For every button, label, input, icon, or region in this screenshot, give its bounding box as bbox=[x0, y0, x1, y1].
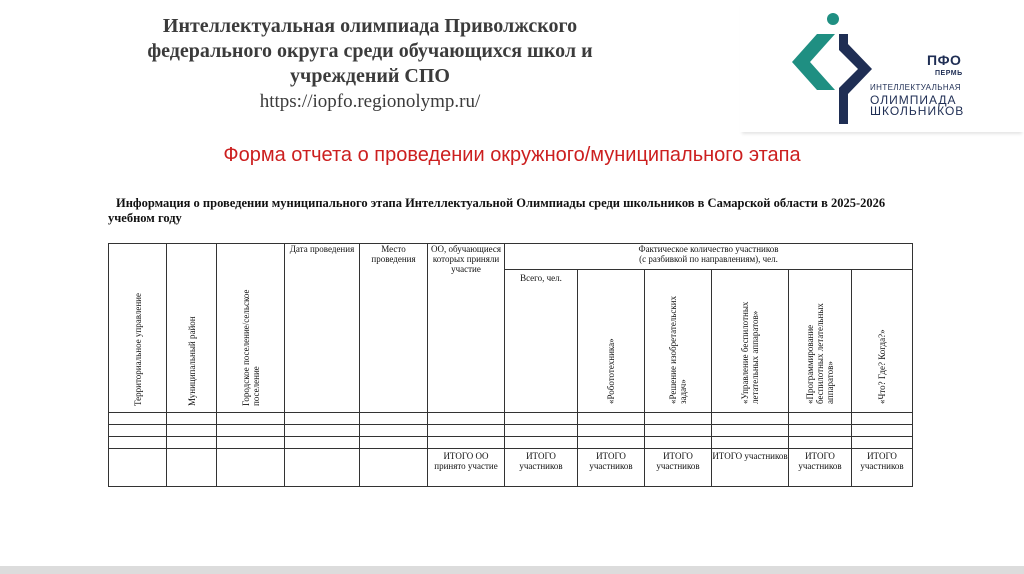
presentation-header bbox=[60, 14, 680, 114]
logo-text-line-1: ИНТЕЛЛЕКТУАЛЬНАЯ bbox=[870, 83, 961, 92]
totals-row bbox=[109, 448, 913, 486]
header-territory: Территориальное управление bbox=[109, 244, 167, 413]
logo-text-line-2: ОЛИМПИАДА bbox=[870, 93, 957, 107]
total-participants-cell: ИТОГО участников bbox=[852, 448, 913, 486]
header-district: Муниципальный район bbox=[167, 244, 217, 413]
table-row bbox=[109, 424, 913, 436]
header-quiz: «Что? Где? Когда?» bbox=[852, 270, 913, 413]
header-place: Место проведения bbox=[360, 244, 428, 413]
total-orgs-cell: ИТОГО ОО принято участие bbox=[428, 448, 505, 486]
header-url: https://iopfo.regionolymp.ru/ bbox=[259, 91, 481, 112]
logo-text-line-3: ШКОЛЬНИКОВ bbox=[870, 104, 965, 118]
header-uav-control: «Управление беспилотных летательных аппаратов» bbox=[712, 270, 789, 413]
header-robotics: «Робототехника» bbox=[578, 270, 645, 413]
header-uav-programming: «Программирование беспилотных летательных аппаратов» bbox=[789, 270, 852, 413]
header-date: Дата проведения bbox=[285, 244, 360, 413]
total-participants-cell: ИТОГО участников bbox=[578, 448, 645, 486]
report-table bbox=[108, 243, 913, 487]
total-participants-cell: ИТОГО участников bbox=[712, 448, 789, 486]
header-total: Всего, чел. bbox=[505, 270, 578, 413]
header-settlement: Городское поселение/сельское поселение bbox=[217, 244, 285, 413]
total-participants-cell: ИТОГО участников bbox=[645, 448, 712, 486]
header-line-3: учреждений СПО bbox=[290, 65, 450, 87]
table-row bbox=[109, 436, 913, 448]
header-line-2: федерального округа среди обучающихся школ и bbox=[147, 40, 593, 62]
document-title: Информация о проведении муниципального этапа Интеллектуальной Олимпиады среди школьников в Самарской области в 2025-2026 учебном году bbox=[108, 196, 886, 225]
total-participants-cell: ИТОГО участников bbox=[789, 448, 852, 486]
header-actual-participants: Фактическое количество участников (с разбивкой по направлениям), чел. bbox=[505, 244, 913, 270]
header-inventive: «Решение изобретательских задач» bbox=[645, 270, 712, 413]
slide-subtitle: Форма отчета о проведении окружного/муниципального этапа bbox=[223, 144, 801, 166]
header-line-1: Интеллектуальная олимпиада Приволжского bbox=[162, 15, 578, 37]
logo-city: ПЕРМЬ bbox=[935, 70, 963, 77]
table-row bbox=[109, 412, 913, 424]
header-orgs: ОО, обучающиеся которых приняли участие bbox=[428, 244, 505, 413]
bottom-bar bbox=[0, 566, 1024, 574]
total-participants-cell: ИТОГО участников bbox=[505, 448, 578, 486]
logo-brand: ПФО bbox=[927, 52, 962, 68]
